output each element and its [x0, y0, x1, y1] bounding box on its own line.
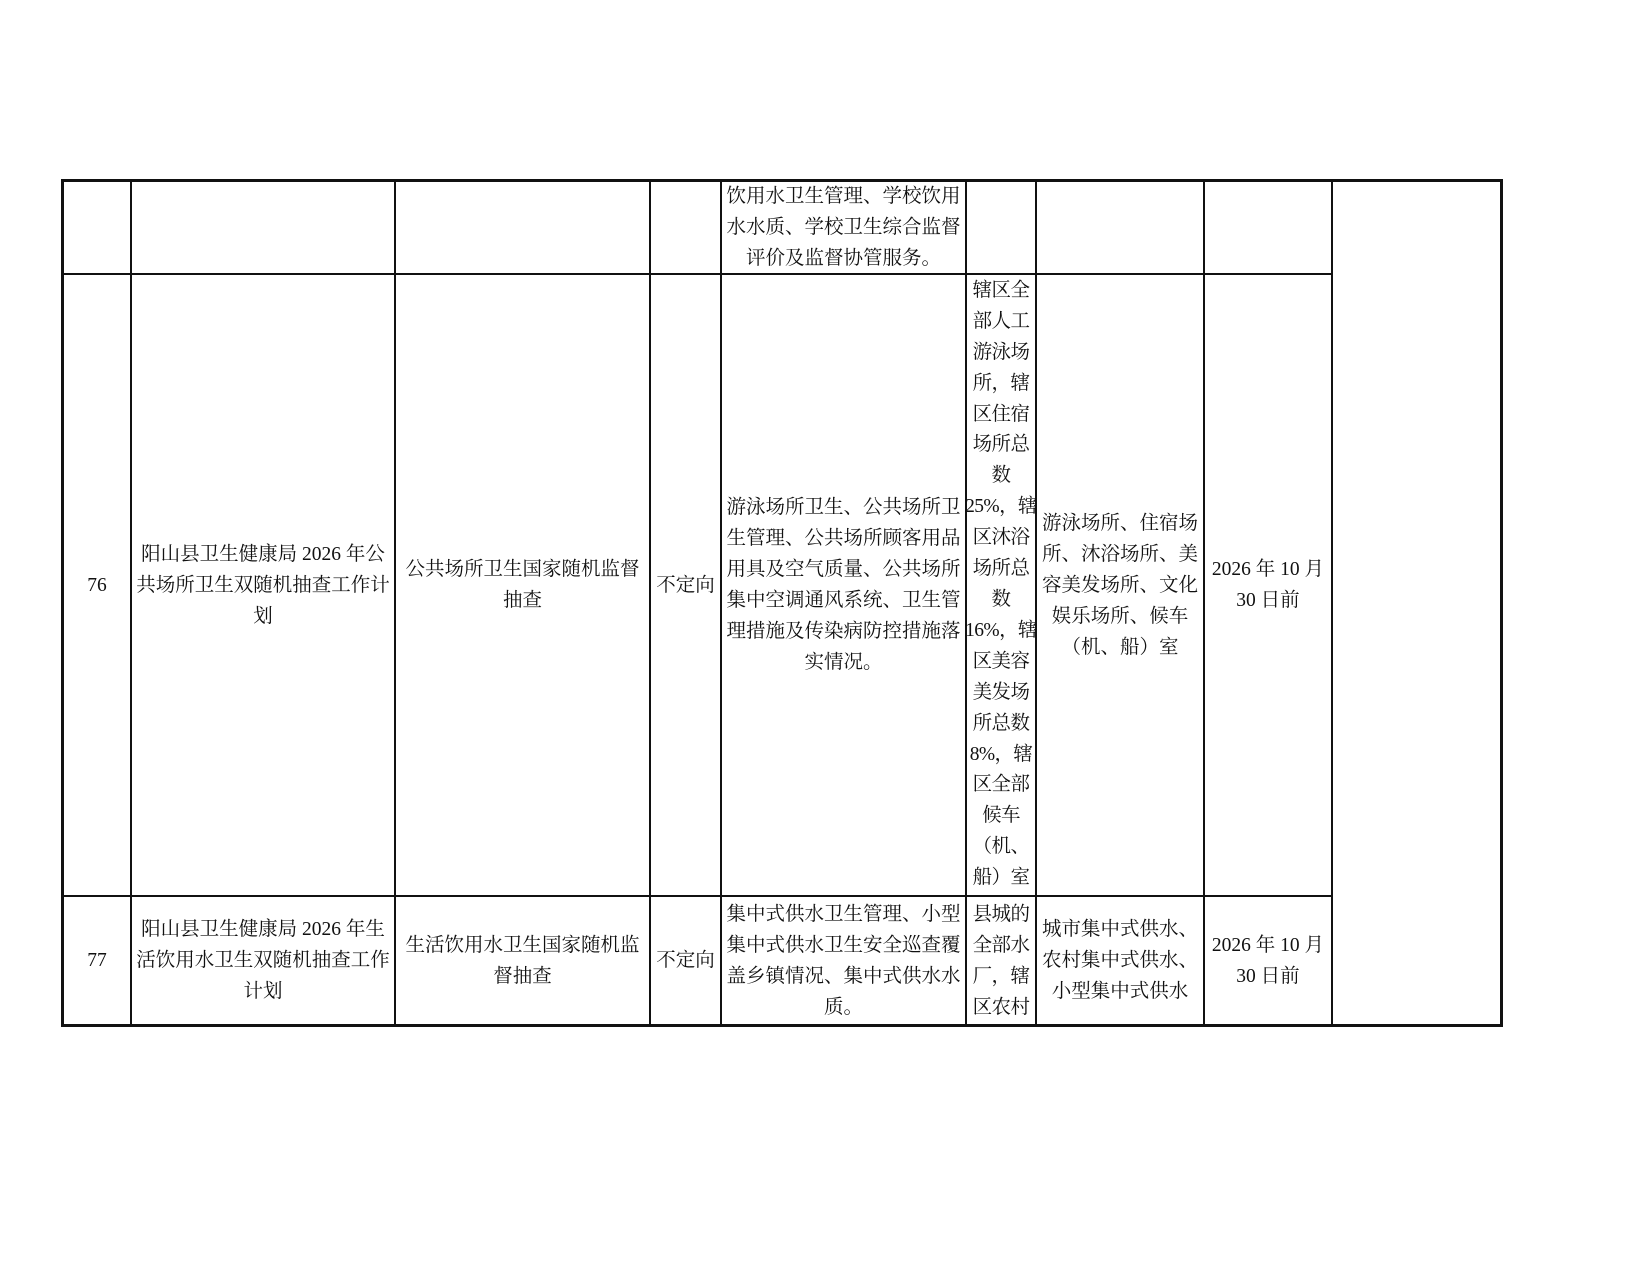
- ratio-line: 8%，辖: [969, 743, 1033, 765]
- ratio-line: 所，辖: [972, 372, 1030, 394]
- continued-row-target-cell: [1036, 181, 1204, 274]
- deadline-line: 2026 年 10 月: [1211, 559, 1325, 580]
- row-76-deadline-cell: [1204, 274, 1332, 896]
- row-77-content-cell: [721, 896, 966, 1025]
- ratio-line: 25%，辖: [965, 496, 1037, 518]
- row-77-task-name-cell: [395, 896, 650, 1025]
- target-line: 农村集中式供水、: [1041, 950, 1198, 971]
- target-line: （机、船）室: [1061, 636, 1179, 658]
- ratio-line: 厂，辖: [972, 965, 1030, 987]
- row-77-plan-name-cell: [131, 896, 395, 1025]
- plan-name-line: 共场所卫生双随机抽查工作计: [136, 574, 390, 596]
- continued-row-task-name-cell: [395, 181, 650, 274]
- direction-text: 不定向: [656, 574, 715, 596]
- row-number: 77: [87, 950, 107, 971]
- row-number: 76: [87, 574, 107, 596]
- last-column-cell: [1332, 181, 1501, 1025]
- ratio-line: 数: [991, 589, 1011, 610]
- row-77-direction-cell: [650, 896, 721, 1025]
- ratio-line: 16%，辖: [965, 619, 1037, 641]
- continued-row-plan-name-cell: [131, 181, 395, 274]
- ratio-line: 游泳场: [972, 341, 1030, 363]
- plan-name-line: 阳山县卫生健康局 2026 年生: [141, 919, 385, 940]
- deadline-line: 30 日前: [1236, 590, 1300, 611]
- ratio-line: 候车: [982, 805, 1020, 827]
- task-name-line: 公共场所卫生国家随机监督: [405, 559, 640, 580]
- row-76-plan-name-cell: [131, 274, 395, 896]
- content-line: 生管理、公共场所顾客用品: [726, 528, 961, 549]
- continued-row-content-cell: [721, 181, 966, 274]
- ratio-line: 数: [991, 465, 1011, 487]
- continued-row-number-cell: [63, 181, 131, 274]
- deadline-line: 2026 年 10 月: [1211, 934, 1325, 956]
- ratio-line: 区美容: [972, 650, 1030, 672]
- task-name-line: 抽查: [502, 590, 542, 611]
- ratio-line: 全部水: [972, 934, 1030, 956]
- deadline-line: 30 日前: [1236, 965, 1300, 987]
- task-name-line: 督抽查: [493, 965, 552, 987]
- row-77-ratio-cell: [966, 896, 1036, 1025]
- ratio-line: 区农村: [972, 996, 1030, 1018]
- ratio-line: 区住宿: [972, 403, 1030, 425]
- continued-row-direction-cell: [650, 181, 721, 274]
- row-77-deadline-cell: [1204, 896, 1332, 1025]
- row-77-target-cell: [1036, 896, 1204, 1025]
- target-line: 游泳场所、住宿场: [1041, 512, 1198, 534]
- row-76-content-cell: [721, 274, 966, 896]
- ratio-line: 船）室: [972, 867, 1030, 889]
- ratio-line: 部人工: [972, 310, 1030, 332]
- ratio-line: 场所总: [972, 558, 1030, 580]
- content-line: 用具及空气质量、公共场所: [726, 559, 961, 580]
- content-line: 质。: [823, 996, 863, 1018]
- target-line: 所、沐浴场所、美: [1041, 543, 1198, 565]
- row-77-number-cell: [63, 896, 131, 1025]
- target-line: 小型集中式供水: [1051, 981, 1189, 1002]
- row-76-target-cell: [1036, 274, 1204, 896]
- ratio-line: 所总数: [972, 712, 1030, 734]
- ratio-line: 区全部: [972, 774, 1030, 796]
- ratio-line: 美发场: [972, 681, 1030, 703]
- ratio-line: 场所总: [972, 434, 1030, 456]
- direction-text: 不定向: [656, 950, 715, 971]
- inspection-plan-table: [61, 179, 1503, 1027]
- content-line: 游泳场所卫生、公共场所卫: [726, 497, 961, 518]
- row-76-task-name-cell: [395, 274, 650, 896]
- content-line: 集中式供水卫生安全巡查覆: [726, 934, 961, 956]
- content-line: 饮用水卫生管理、学校饮用: [726, 186, 961, 207]
- row-76-direction-cell: [650, 274, 721, 896]
- content-line: 评价及监督协管服务。: [745, 248, 941, 269]
- row-76-number-cell: [63, 274, 131, 896]
- ratio-line: 县城的: [972, 903, 1030, 925]
- content-line: 盖乡镇情况、集中式供水水: [726, 965, 961, 987]
- plan-name-line: 阳山县卫生健康局 2026 年公: [141, 543, 385, 565]
- plan-name-line: 划: [253, 605, 273, 627]
- continued-row-deadline-cell: [1204, 181, 1332, 274]
- content-line: 实情况。: [804, 652, 883, 673]
- content-line: 集中式供水卫生管理、小型: [726, 903, 961, 925]
- content-line: 集中空调通风系统、卫生管: [726, 590, 961, 611]
- ratio-line: 区沐浴: [972, 527, 1030, 549]
- target-line: 城市集中式供水、: [1041, 919, 1198, 940]
- target-line: 娱乐场所、候车: [1051, 605, 1189, 627]
- content-line: 理措施及传染病防控措施落: [726, 621, 961, 642]
- task-name-line: 生活饮用水卫生国家随机监: [405, 934, 640, 956]
- row-76-ratio-cell: [966, 274, 1036, 896]
- ratio-line: 辖区全: [972, 279, 1030, 301]
- target-line: 容美发场所、文化: [1041, 574, 1198, 596]
- plan-name-line: 计划: [243, 981, 283, 1002]
- continued-row-ratio-cell: [966, 181, 1036, 274]
- plan-name-line: 活饮用水卫生双随机抽查工作: [136, 950, 390, 971]
- content-line: 水水质、学校卫生综合监督: [726, 217, 961, 238]
- ratio-line: （机、: [972, 836, 1030, 858]
